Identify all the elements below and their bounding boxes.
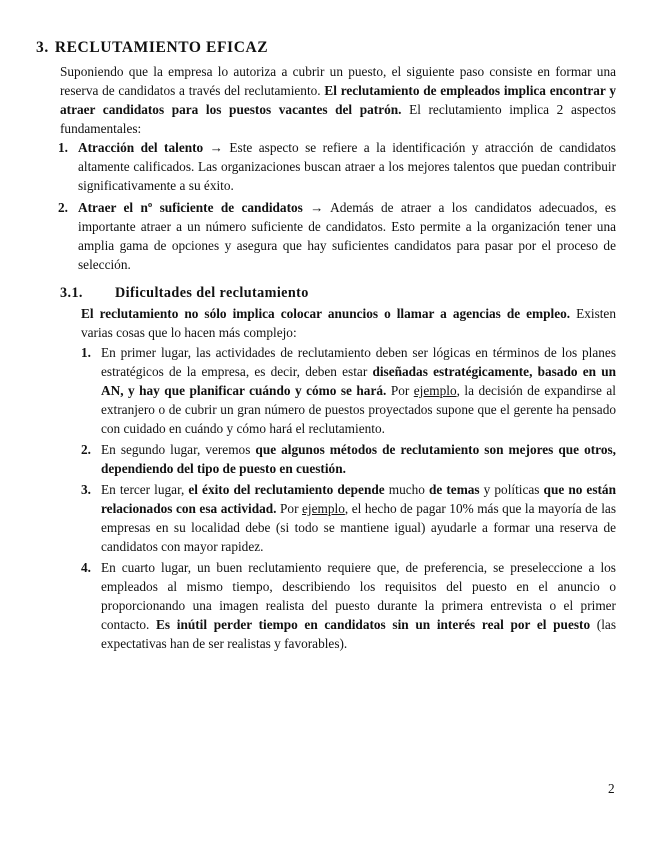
- item-text: En cuarto lugar, un buen reclutamiento requiere que, de preferencia, se preseleccione a los empleados al mismo tiempo, describiendo los requisitos del puesto en el anuncio o proporcionando una imagen realista del puesto durante la primera entrevista o el primer contacto.: [101, 560, 616, 632]
- item-text: En segundo lugar, veremos: [101, 442, 256, 457]
- item-bold: diseñadas estratégicamente, basado en un AN, y hay que planificar cuándo y cómo se hará.: [101, 364, 616, 398]
- item-text: En tercer lugar,: [101, 482, 189, 497]
- item-number: 3.: [81, 482, 91, 497]
- list-item: [81, 440, 616, 478]
- item-bold: de temas: [429, 482, 480, 497]
- subsection-intro-text: Existen varias cosas que lo hacen más complejo:: [81, 306, 616, 340]
- item-text: y políticas: [479, 482, 544, 497]
- section-title: RECLUTAMIENTO EFICAZ: [54, 39, 269, 56]
- intro-text-2: El reclutamiento implica 2 aspectos fundamentales:: [60, 102, 616, 136]
- item-bold: Atraer el nº suficiente de candidatos →: [78, 200, 324, 215]
- item-number: 1.: [81, 345, 91, 360]
- aspects-list: [58, 138, 617, 277]
- list-item: [58, 138, 616, 195]
- item-bold: que algunos métodos de reclutamiento son mejores que otros, dependiendo del tipo de puesto en cuestión.: [101, 442, 616, 476]
- item-bold: Atracción del talento →: [78, 140, 223, 155]
- item-number: 1.: [58, 140, 68, 155]
- item-text: Por: [386, 383, 414, 398]
- item-number: 2.: [81, 442, 91, 457]
- list-item: [81, 558, 616, 653]
- subsection-heading: [60, 284, 309, 303]
- list-item: [81, 480, 616, 556]
- section-number: 3.: [36, 39, 49, 56]
- item-text: mucho: [384, 482, 429, 497]
- list-item: [81, 343, 616, 438]
- page-number: 2: [608, 781, 615, 796]
- section-heading: [36, 38, 268, 57]
- item-bold: que no están relacionados con esa actividad.: [101, 482, 616, 516]
- difficulties-list: [81, 343, 616, 655]
- item-text: Este aspecto se refiere a la identificación y atracción de candidatos altamente calificados. Las organizaciones buscan atraer a los mejores talentos que puedan contribuir significativamente a su éxito.: [78, 140, 616, 193]
- subsection-intro-bold: El reclutamiento no sólo implica colocar anuncios o llamar a agencias de empleo.: [81, 306, 571, 321]
- item-number: 4.: [81, 560, 91, 575]
- subsection-number: 3.1.: [60, 285, 83, 301]
- item-text: En primer lugar, las actividades de reclutamiento deben ser lógicas en términos de los planes estratégicos de la empresa, es decir, deben estar: [101, 345, 616, 379]
- subsection-intro: [81, 304, 616, 342]
- intro-text-1: Suponiendo que la empresa lo autoriza a cubrir un puesto, el siguiente paso consiste en formar una reserva de candidatos a través del reclutamiento.: [60, 64, 616, 98]
- subsection-title: Dificultades del reclutamiento: [115, 285, 309, 301]
- item-text: Por: [276, 501, 303, 516]
- item-bold: el éxito del reclutamiento depende: [188, 482, 385, 497]
- item-number: 2.: [58, 200, 68, 215]
- item-text: Además de atraer a los candidatos adecuados, es importante atraer a un número suficiente de candidatos. Esto permite a la organización tener una amplia gama de opciones y asegura que hay suficientes candidatos para pasar por el proceso de selección.: [78, 200, 617, 272]
- list-item: [58, 198, 617, 274]
- intro-paragraph: [60, 62, 616, 138]
- item-text: , la decisión de expandirse al extranjero o de cubrir un gran número de puestos proyectados supone que el gerente ha pensado con cuidado en cuándo y cómo hará el reclutamiento.: [101, 383, 616, 436]
- underlined-example: ejemplo: [302, 501, 345, 516]
- underlined-example: ejemplo: [413, 383, 457, 398]
- item-text: , el hecho de pagar 10% más que la mayoría de las empresas en su localidad debe (si todo se mantiene igual) ayudarle a formar una reserva de candidatos con mayor rapidez.: [101, 501, 616, 554]
- item-text: (las expectativas han de ser realistas y favorables).: [101, 617, 616, 651]
- intro-bold-1: El reclutamiento de empleados implica encontrar y atraer candidatos para los puestos vacantes del patrón.: [60, 83, 616, 117]
- item-bold: Es inútil perder tiempo en candidatos sin un interés real por el puesto: [156, 617, 591, 632]
